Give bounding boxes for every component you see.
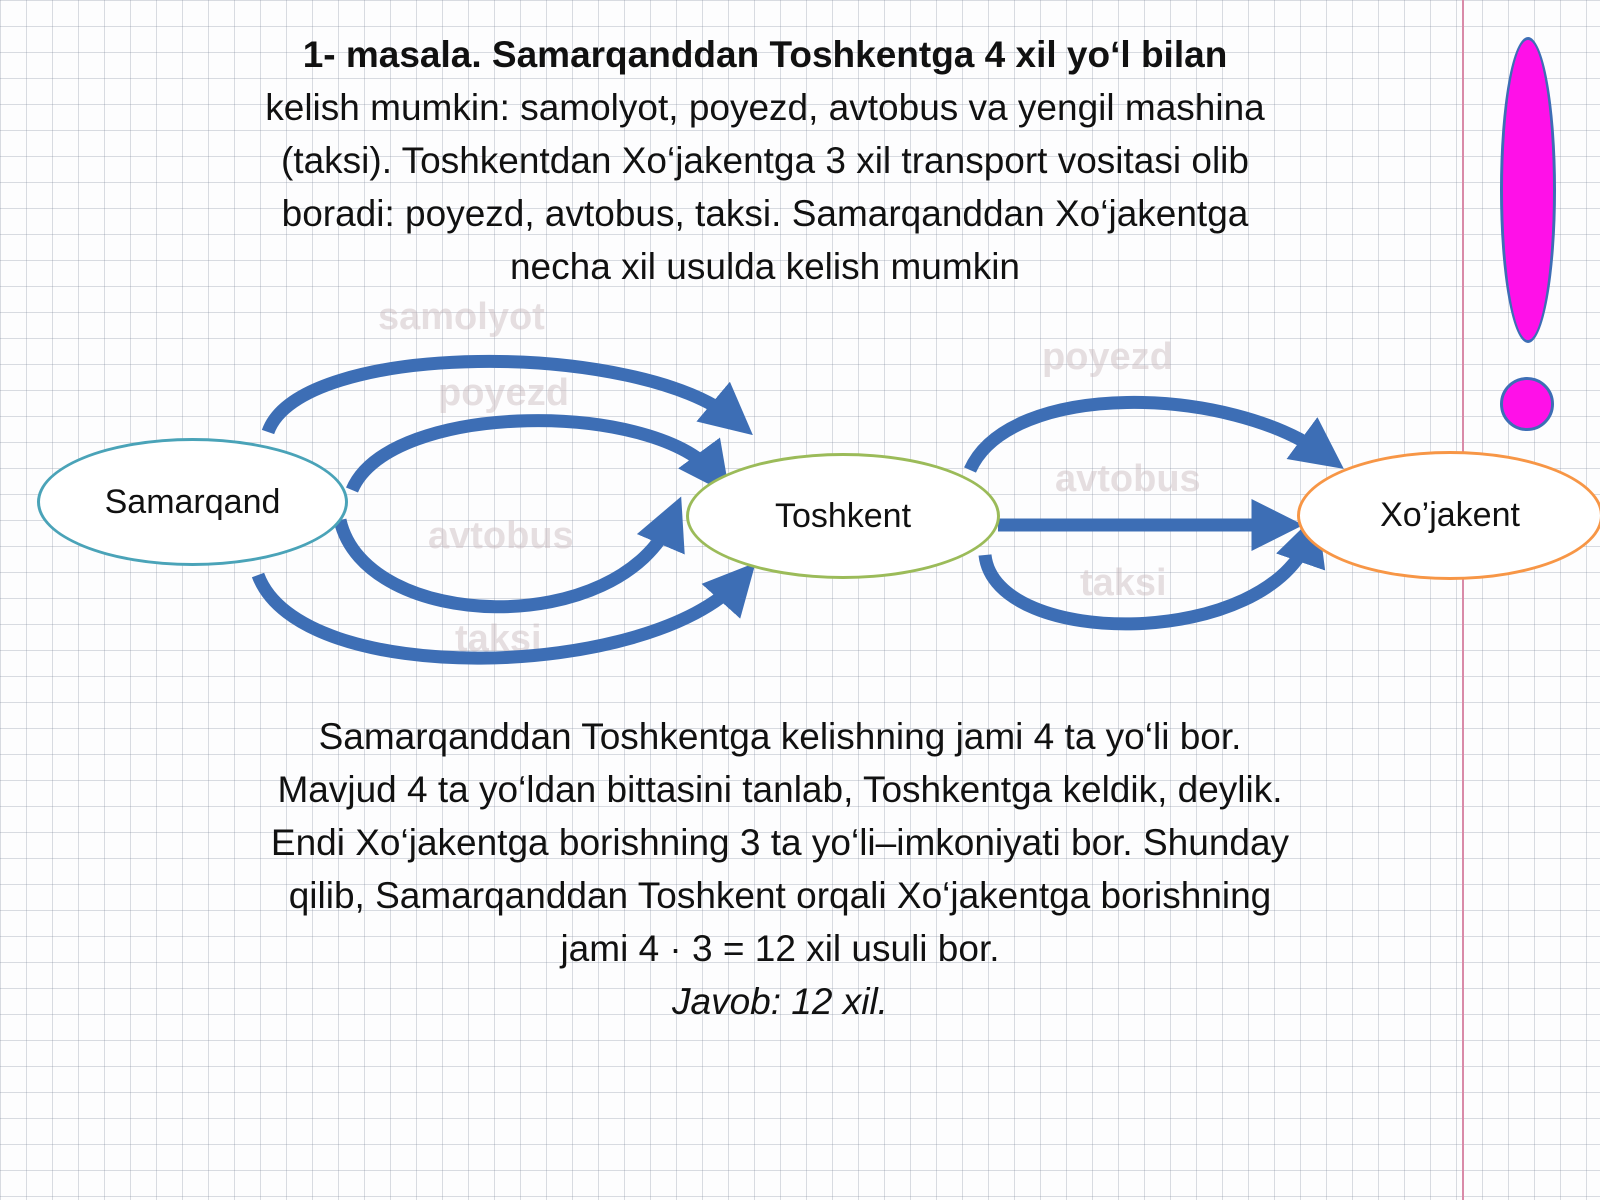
problem-title: 1- masala. Samarqanddan Toshkentga 4 xil yo‘l bilan [302,34,1228,75]
solution-line-2: Mavjud 4 ta yo‘ldan bittasini tanlab, Toshkentga keldik, deylik. [277,769,1283,810]
faded-label-samolyot: samolyot [378,296,545,338]
problem-line-4: necha xil usulda kelish mumkin [509,246,1020,287]
solution-line-1: Samarqanddan Toshkentga kelishning jami 4 ta yo‘li bor. [318,716,1242,757]
exclamation-dot-icon [1500,377,1554,431]
faded-label-avtobus-1: avtobus [428,515,574,557]
solution-line-5: jami 4 · 3 = 12 xil usuli bor. [560,928,1000,969]
node-toshkent [686,453,1000,579]
final-answer: Javob: 12 xil. [672,981,888,1022]
solution-text [190,710,1370,1028]
node-xojakent-label: Xo’jakent [1380,496,1520,534]
faded-label-avtobus-2: avtobus [1055,458,1201,500]
route-arrow-avtobus-1 [340,518,672,607]
solution-line-3: Endi Xo‘jakentga borishning 3 ta yo‘li–imkoniyati bor. Shunday [270,822,1290,863]
solution-line-4: qilib, Samarqanddan Toshkent orqali Xo‘jakentga borishning [288,875,1272,916]
problem-line-2: (taksi). Toshkentdan Xo‘jakentga 3 xil transport vositasi olib [281,140,1249,181]
node-toshkent-label: Toshkent [774,496,912,535]
exclamation-icon [1500,37,1556,343]
node-samarqand-label: Samarqand [104,482,281,521]
route-arrow-poyezd-2 [970,402,1325,470]
route-arrow-poyezd-1 [352,421,716,490]
faded-label-poyezd-1: poyezd [438,372,569,414]
faded-label-poyezd-2: poyezd [1042,336,1173,378]
node-samarqand [37,438,348,566]
faded-label-taksi-2: taksi [1080,562,1167,604]
route-arrow-taksi-2 [985,535,1310,624]
problem-line-3: boradi: poyezd, avtobus, taksi. Samarqanddan Xo‘jakentga [281,193,1249,234]
node-xojakent [1297,451,1600,580]
route-arrow-taksi-1 [258,575,740,658]
problem-line-1: kelish mumkin: samolyot, poyezd, avtobus va yengil mashina [265,87,1265,128]
faded-label-taksi-1: taksi [455,618,542,660]
